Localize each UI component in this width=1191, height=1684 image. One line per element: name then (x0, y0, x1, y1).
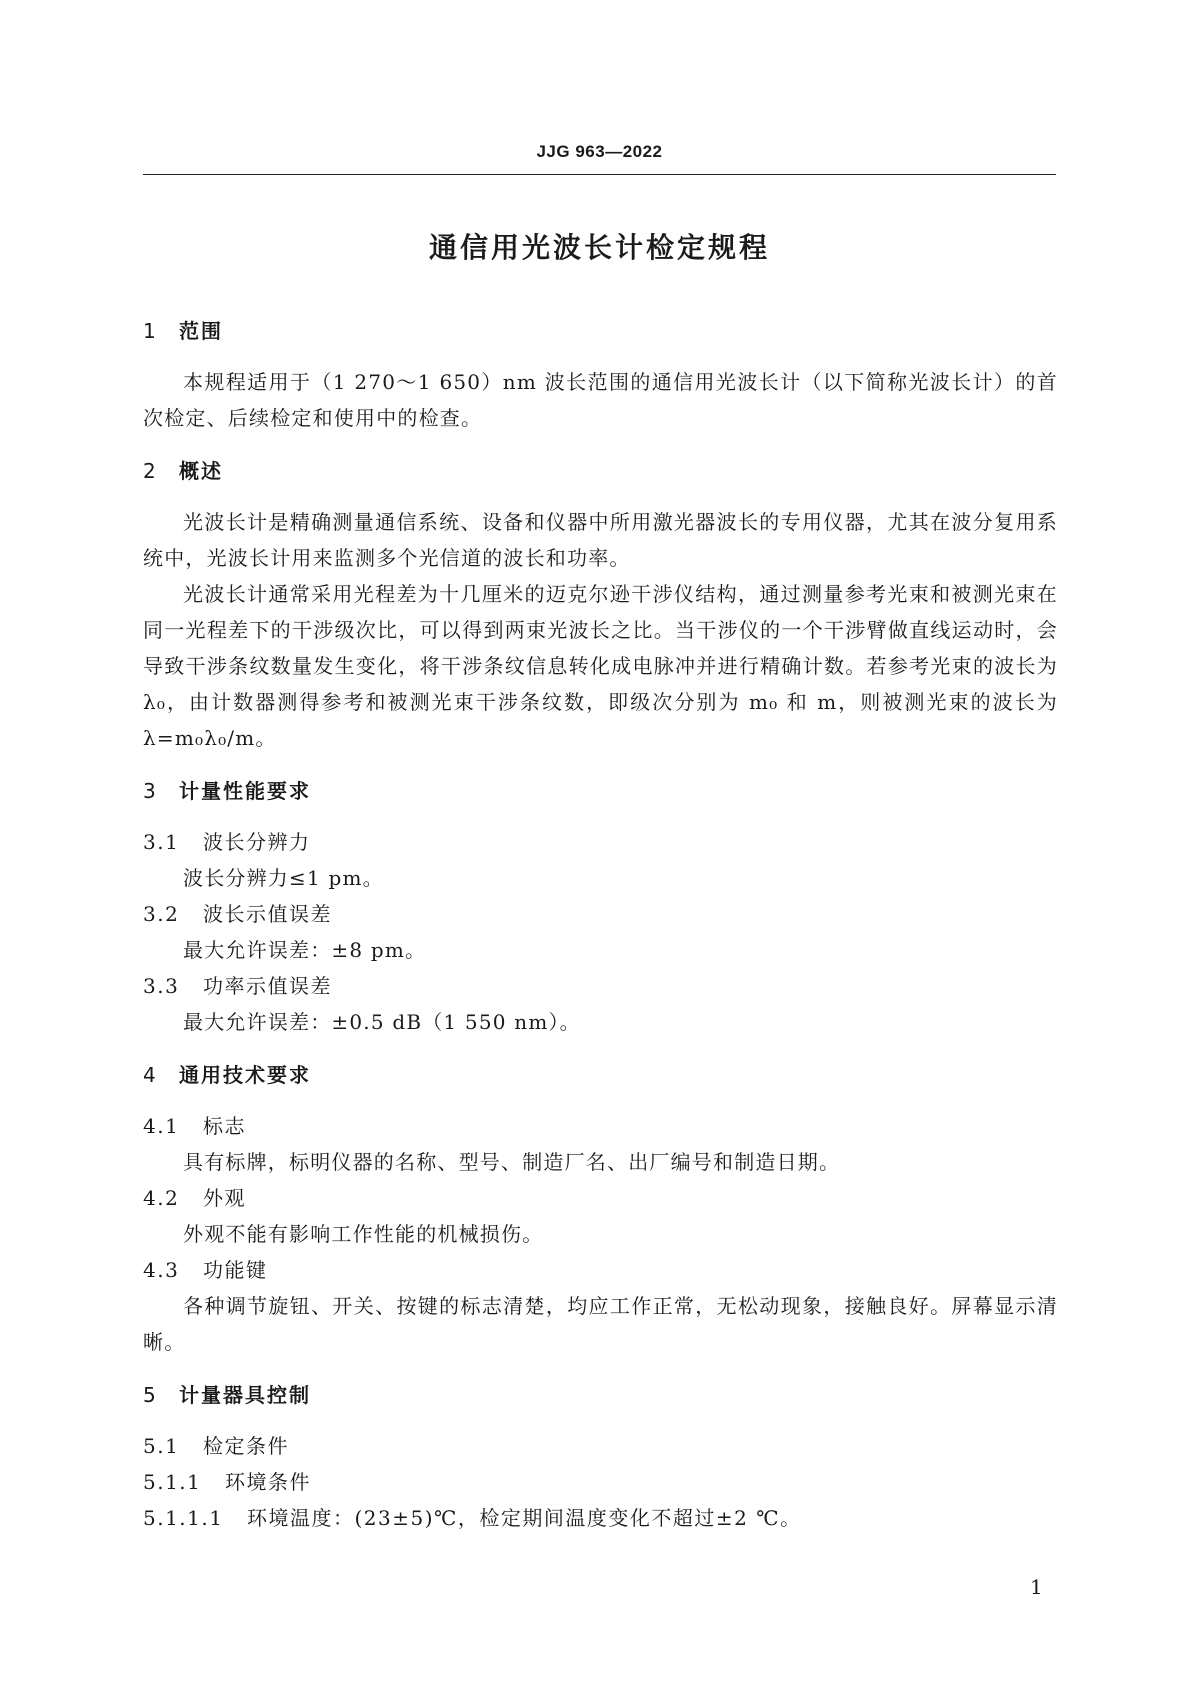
section-number: 3 (143, 779, 158, 803)
subsection-heading (143, 1180, 1058, 1216)
subsection-body: 波长分辨力≤1 pm。 (183, 866, 384, 890)
document-body (143, 316, 1058, 1536)
document-title: 通信用光波长计检定规程 (428, 231, 770, 264)
subsection-title: 功率示值误差 (203, 974, 332, 998)
page-number: 1 (1030, 1575, 1043, 1599)
subsection-heading (143, 1252, 1058, 1288)
section-heading-1 (143, 316, 1058, 346)
subsubsection-heading (143, 1464, 1058, 1500)
running-header (143, 142, 1056, 162)
section-heading-4 (143, 1060, 1058, 1090)
section-title: 计量性能要求 (179, 779, 311, 803)
section-number: 5 (143, 1383, 158, 1407)
section-title: 概述 (179, 459, 223, 483)
section-title: 范围 (179, 319, 223, 343)
section-heading-2 (143, 456, 1058, 486)
subsection-body: 具有标牌，标明仪器的名称、型号、制造厂名、出厂编号和制造日期。 (183, 1150, 841, 1174)
header-rule (143, 174, 1056, 175)
subsection-title: 外观 (203, 1186, 246, 1210)
subsubsubsection-heading (143, 1500, 1058, 1536)
subsection-number: 5.1.1 (143, 1470, 202, 1494)
subsection-title: 波长示值误差 (203, 902, 332, 926)
section-number: 1 (143, 319, 158, 343)
subsection-number: 4.1 (143, 1114, 180, 1138)
subsection-body: 最大允许误差：±8 pm。 (183, 938, 427, 962)
overview-paragraph-2: 光波长计通常采用光程差为十几厘米的迈克尔逊干涉仪结构，通过测量参考光束和被测光束在同一光程差下的干涉级次比，可以得到两束光波长之比。当干涉仪的一个干涉臂做直线运动时，会导致干涉条纹数量发生变化，将干涉条纹信息转化成电脉冲并进行精确计数。若参考光束的波长为 λ₀，由计数器测得参考和被测光束干涉条纹数，即级次分别为 m₀ 和 m，则被测光束的波长为 λ=m₀λ₀/m。 (143, 582, 1058, 750)
subsection-body: 外观不能有影响工作性能的机械损伤。 (183, 1222, 544, 1246)
subsection-number: 3.3 (143, 974, 180, 998)
subsection-title: 环境条件 (225, 1470, 311, 1494)
subsection-number: 5.1 (143, 1434, 180, 1458)
subsection-number: 4.3 (143, 1258, 180, 1282)
subsection-title: 波长分辨力 (203, 830, 311, 854)
section-number: 2 (143, 459, 158, 483)
standard-code: JJG 963—2022 (536, 142, 663, 161)
subsection-number: 4.2 (143, 1186, 180, 1210)
subsection-body: 最大允许误差：±0.5 dB（1 550 nm）。 (183, 1010, 581, 1034)
overview-paragraph-1: 光波长计是精确测量通信系统、设备和仪器中所用激光器波长的专用仪器，尤其在波分复用系统中，光波长计用来监测多个光信道的波长和功率。 (143, 510, 1058, 570)
subsection-heading (143, 1428, 1058, 1464)
section-heading-5 (143, 1380, 1058, 1410)
subsection-title: 功能键 (203, 1258, 268, 1282)
subsection-title: 环境温度：(23±5)℃，检定期间温度变化不超过±2 ℃。 (247, 1506, 802, 1530)
subsection-number: 3.2 (143, 902, 180, 926)
section-title: 通用技术要求 (179, 1063, 311, 1087)
subsection-heading (143, 968, 1058, 1004)
scope-paragraph: 本规程适用于（1 270～1 650）nm 波长范围的通信用光波长计（以下简称光波长计）的首次检定、后续检定和使用中的检查。 (143, 370, 1058, 430)
section-title: 计量器具控制 (179, 1383, 311, 1407)
section-heading-3 (143, 776, 1058, 806)
section-number: 4 (143, 1063, 158, 1087)
subsection-number: 5.1.1.1 (143, 1506, 224, 1530)
subsection-number: 3.1 (143, 830, 180, 854)
subsection-heading (143, 1108, 1058, 1144)
subsection-heading (143, 896, 1058, 932)
subsection-body: 各种调节旋钮、开关、按键的标志清楚，均应工作正常，无松动现象，接触良好。屏幕显示清晰。 (143, 1294, 1058, 1354)
subsection-title: 检定条件 (203, 1434, 289, 1458)
subsection-heading (143, 824, 1058, 860)
subsection-title: 标志 (203, 1114, 246, 1138)
